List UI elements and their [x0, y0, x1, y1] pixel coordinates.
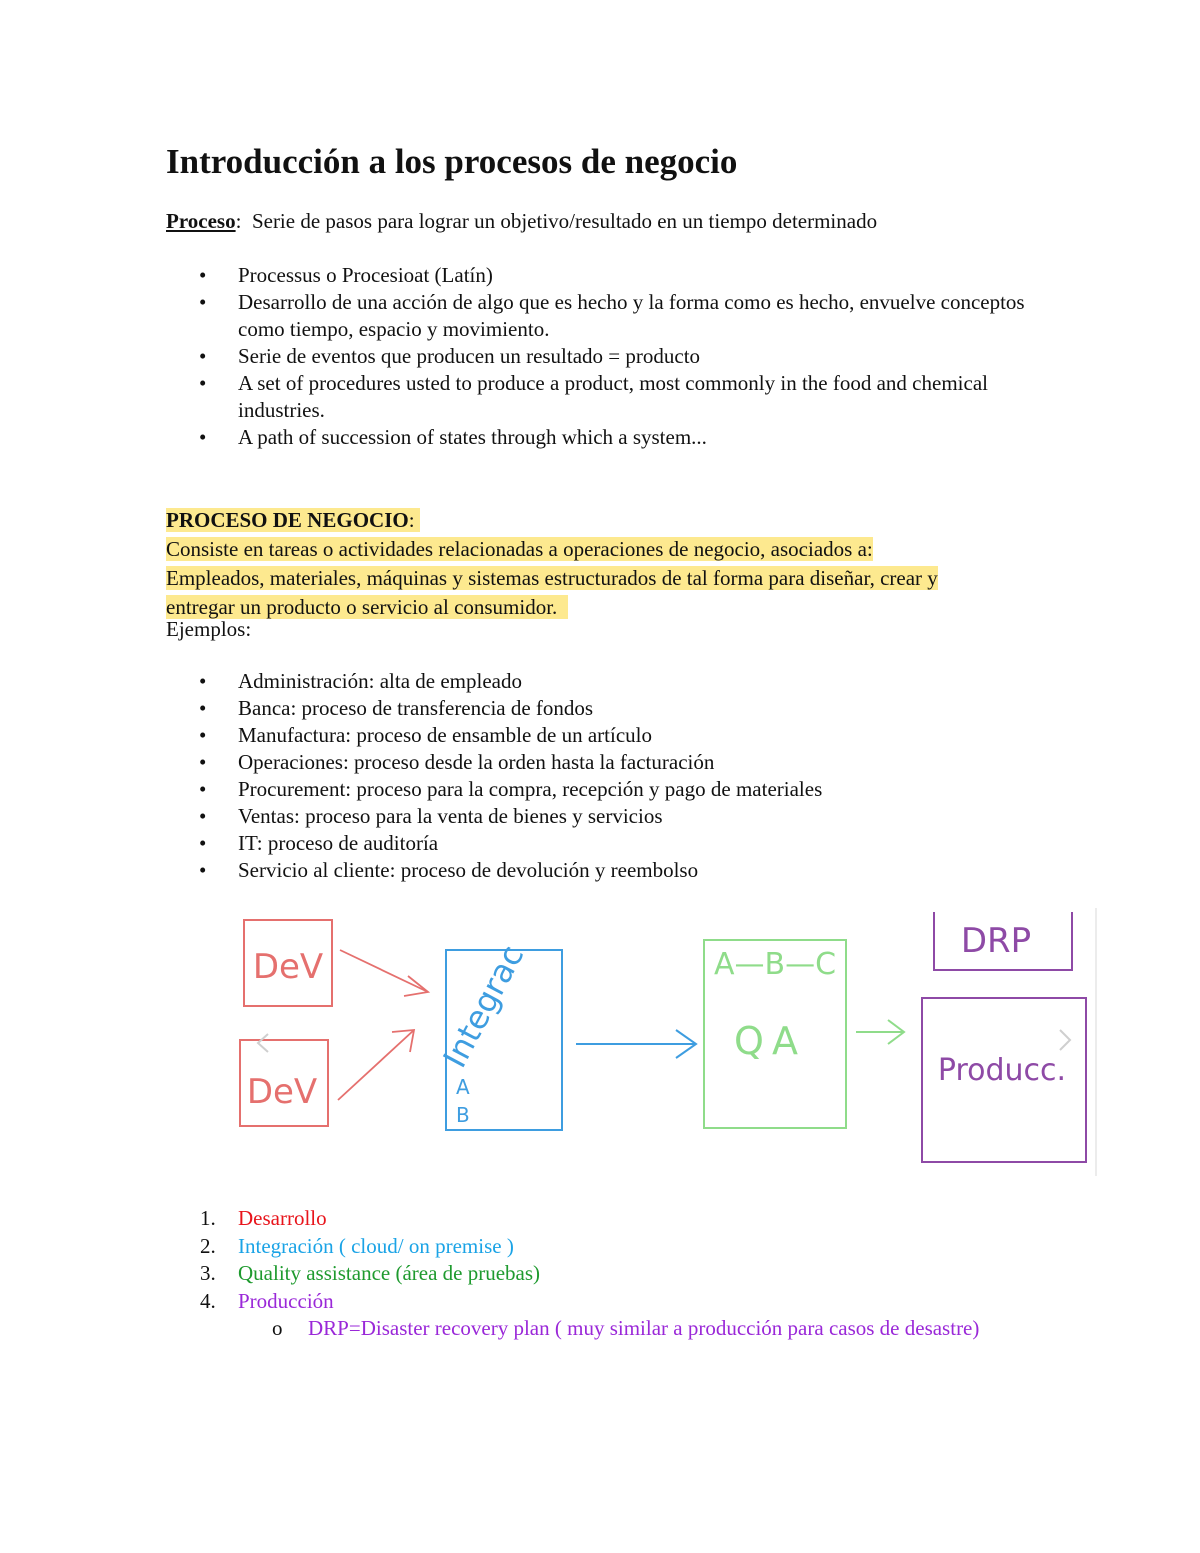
phase-number: 4. — [200, 1288, 216, 1313]
list-item: • Procurement: proceso para la compra, recepción y pago de materiales — [166, 776, 1046, 803]
business-process-heading: PROCESO DE NEGOCIO: — [166, 508, 420, 532]
business-process-block — [166, 506, 1066, 622]
pipeline-diagram — [230, 908, 1100, 1178]
list-item: • Servicio al cliente: proceso de devolución y reembolso — [166, 857, 1046, 884]
phase-label: Desarrollo — [238, 1206, 327, 1230]
qa-label: QA — [734, 1019, 806, 1063]
phase-number: 3. — [200, 1261, 216, 1285]
definition-colon: : — [235, 209, 242, 233]
phase-label: Producción — [238, 1288, 334, 1313]
dev-label-bottom: DeV — [246, 1072, 318, 1112]
phase-item — [166, 1233, 1026, 1261]
list-item: • Processus o Procesioat (Latín) — [166, 262, 1046, 289]
phase-label: Quality assistance (área de pruebas) — [238, 1261, 541, 1285]
list-item: • Desarrollo de una acción de algo que es hecho y la forma como es hecho, envuelve conceptos como tiempo, espacio y movimiento. — [166, 289, 1046, 343]
qa-arrow — [856, 1020, 904, 1044]
production-label: Producc. — [937, 1053, 1067, 1088]
integration-a-label: A — [456, 1075, 470, 1099]
right-chevron-icon — [1060, 1030, 1070, 1050]
process-definition — [166, 206, 877, 236]
list-item: • Ventas: proceso para la venta de bienes y servicios — [166, 803, 1046, 830]
integration-b-label: B — [456, 1103, 470, 1127]
list-item: • Manufactura: proceso de ensamble de un artículo — [166, 722, 1046, 749]
phase-number: 2. — [200, 1233, 216, 1258]
business-process-line-1: Consiste en tareas o actividades relacionadas a operaciones de negocio, asociados a: — [166, 537, 873, 561]
integration-label: Integrac — [435, 938, 532, 1074]
phase-item — [166, 1205, 1026, 1233]
definition-term: Proceso — [166, 209, 236, 233]
examples-label: Ejemplos: — [166, 617, 252, 641]
dev-label-top: DeV — [252, 947, 324, 987]
list-item: • A set of procedures usted to produce a product, most commonly in the food and chemical industries. — [166, 370, 1046, 424]
phase-number: 1. — [200, 1206, 216, 1230]
drp-note-text: DRP=Disaster recovery plan ( muy similar a producción para casos de desastre) — [308, 1316, 980, 1340]
business-process-line-2: Empleados, materiales, máquinas y sistemas estructurados de tal forma para diseñar, crear y — [166, 566, 938, 590]
phases-list — [166, 1205, 1026, 1343]
left-chevron-icon — [258, 1034, 268, 1052]
qa-header-label: A—B—C — [713, 947, 837, 982]
list-item: • Operaciones: proceso desde la orden hasta la facturación — [166, 749, 1046, 776]
drp-label: DRP — [960, 921, 1032, 961]
list-item: • Serie de eventos que producen un resultado = producto — [166, 343, 1046, 370]
integration-arrow — [576, 1030, 696, 1058]
list-item: • Administración: alta de empleado — [166, 668, 1046, 695]
phase-label: Integración ( cloud/ on premise ) — [238, 1233, 514, 1258]
list-item: • Banca: proceso de transferencia de fondos — [166, 695, 1046, 722]
definition-text: Serie de pasos para lograr un objetivo/resultado en un tiempo determinado — [241, 209, 878, 233]
examples-bullet-list — [166, 668, 1046, 884]
list-item: • IT: proceso de auditoría — [166, 830, 1046, 857]
phase-item — [166, 1260, 1026, 1288]
process-bullet-list — [166, 262, 1046, 451]
list-item: • A path of succession of states through which a system... — [166, 424, 1046, 451]
dev-arrow-top — [340, 950, 428, 996]
phase-item — [166, 1288, 1026, 1316]
page-title: Introducción a los procesos de negocio — [166, 142, 738, 181]
business-process-line-3: entregar un producto o servicio al consumidor. — [166, 595, 568, 619]
dev-arrow-bottom — [338, 1030, 414, 1100]
drp-subitem — [166, 1315, 1026, 1343]
subitem-marker: o — [272, 1316, 283, 1340]
